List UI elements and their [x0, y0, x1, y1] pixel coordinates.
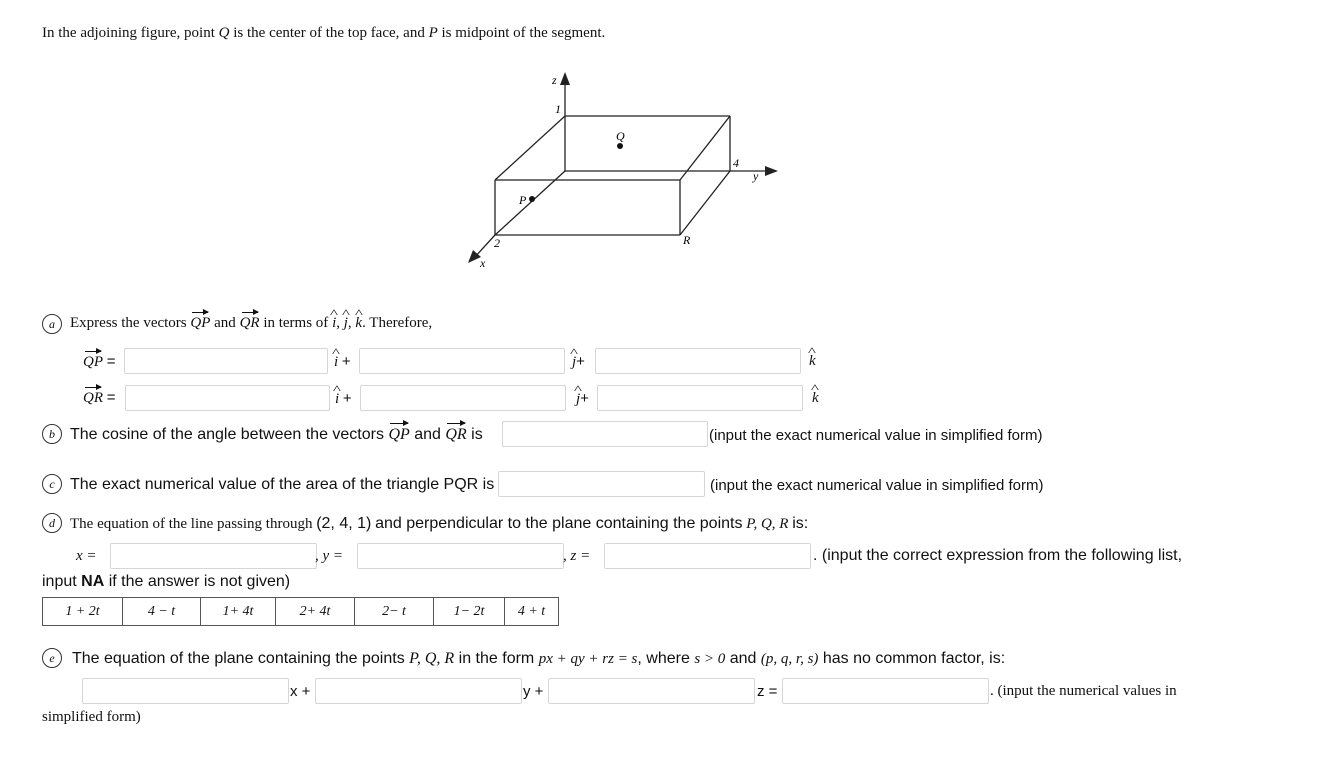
area-input[interactable] — [498, 471, 705, 497]
y-arrowhead — [765, 166, 778, 176]
options-table — [42, 597, 559, 626]
plane-y-label: y + — [523, 683, 544, 700]
tick-1-label: 1 — [555, 102, 561, 116]
plane-r-input[interactable] — [548, 678, 755, 704]
qp-k-unit: ^ k — [809, 353, 816, 370]
qr-j-unit: ^ j+ — [576, 390, 589, 408]
qr-row-label: QR = — [83, 389, 116, 406]
part-c-marker: c — [42, 474, 62, 494]
point-p — [529, 196, 535, 202]
fig-q-label: Q — [616, 129, 625, 143]
line-z-input[interactable] — [604, 543, 811, 569]
part-b-question: The cosine of the angle between the vectors QP and QR is — [70, 426, 483, 443]
z-arrowhead — [560, 72, 570, 85]
tick-4-label: 4 — [733, 156, 739, 170]
part-d-hint: . (input the correct expression from the following list, — [813, 547, 1183, 564]
part-c-hint: (input the exact numerical value in simplified form) — [710, 477, 1044, 494]
part-c-question: The exact numerical value of the area of the triangle PQR is — [70, 476, 495, 493]
option-cell: 1 + 2t — [43, 598, 123, 626]
cosine-input[interactable] — [502, 421, 708, 447]
line-z-label: , z = — [563, 548, 591, 564]
plane-z-label: z = — [757, 683, 778, 700]
qp-row-label: QP = — [83, 353, 116, 370]
na-keyword: NA — [81, 573, 105, 590]
point-q-label: Q — [218, 25, 230, 41]
qr-k-input[interactable] — [597, 385, 803, 411]
part-e-hint-cont: simplified form) — [42, 709, 141, 725]
line-y-label: , y = — [315, 548, 344, 564]
option-cell: 1− 2t — [434, 598, 505, 626]
plane-p-input[interactable] — [82, 678, 289, 704]
part-e-marker: e — [42, 648, 62, 668]
plane-s-input[interactable] — [782, 678, 989, 704]
option-cell: 4 + t — [505, 598, 559, 626]
edge-bottom-right — [680, 171, 730, 235]
unit-i: ^ i — [332, 315, 336, 332]
vector-qr: QR — [239, 315, 260, 331]
part-e-hint: . (input the numerical values in — [990, 683, 1177, 699]
part-d-hint-cont: input NA if the answer is not given) — [42, 573, 291, 590]
qr-i-input[interactable] — [125, 385, 330, 411]
point-q — [617, 143, 623, 149]
qp-k-input[interactable] — [595, 348, 801, 374]
qr-i-unit: ^ i + — [335, 390, 352, 408]
part-d-marker: d — [42, 513, 62, 533]
unit-j: ^ j — [344, 315, 348, 332]
axis-z-label: z — [552, 73, 557, 87]
point-p-label: P — [428, 25, 438, 41]
fig-r-label: R — [683, 233, 691, 247]
option-cell: 2− t — [355, 598, 434, 626]
line-x-label: x = — [76, 548, 97, 564]
qr-k-unit: ^ k — [812, 390, 819, 407]
option-cell: 4 − t — [123, 598, 201, 626]
axis-y-label: y — [753, 169, 759, 183]
part-d-question: The equation of the line passing through (2, 4, 1) and perpendicular to the plane containing the points P, Q, R is: — [70, 515, 809, 532]
edge-top-left — [495, 116, 565, 180]
tick-2-label: 2 — [494, 236, 500, 250]
vector-qp: QP — [190, 315, 211, 331]
intro-text: In the adjoining figure, point Q is the center of the top face, and P is midpoint of the segment. — [42, 25, 606, 41]
unit-k: ^ k — [355, 315, 362, 332]
qp-j-unit: ^ j+ — [572, 353, 585, 371]
line-x-input[interactable] — [110, 543, 317, 569]
qp-i-unit: ^ i + — [334, 353, 351, 371]
axis-x-label: x — [480, 256, 486, 270]
part-b-marker: b — [42, 424, 62, 444]
qr-j-input[interactable] — [360, 385, 566, 411]
line-y-input[interactable] — [357, 543, 564, 569]
plane-q-input[interactable] — [315, 678, 522, 704]
qp-i-input[interactable] — [124, 348, 328, 374]
part-a-question: Express the vectors QP and QR in terms of ^ i, ^ j, ^ k. Therefore, — [70, 315, 432, 332]
part-b-hint: (input the exact numerical value in simplified form) — [709, 427, 1043, 444]
option-cell: 1+ 4t — [201, 598, 276, 626]
part-e-question: The equation of the plane containing the points P, Q, R in the form px + qy + rz = s, where s > 0 and (p, q, r, s) has no common factor, is: — [72, 650, 1006, 667]
box-figure — [0, 0, 1338, 300]
fig-p-label: P — [519, 193, 527, 207]
qp-j-input[interactable] — [359, 348, 565, 374]
part-a-marker: a — [42, 314, 62, 334]
option-cell: 2+ 4t — [276, 598, 355, 626]
plane-x-label: x + — [290, 683, 311, 700]
